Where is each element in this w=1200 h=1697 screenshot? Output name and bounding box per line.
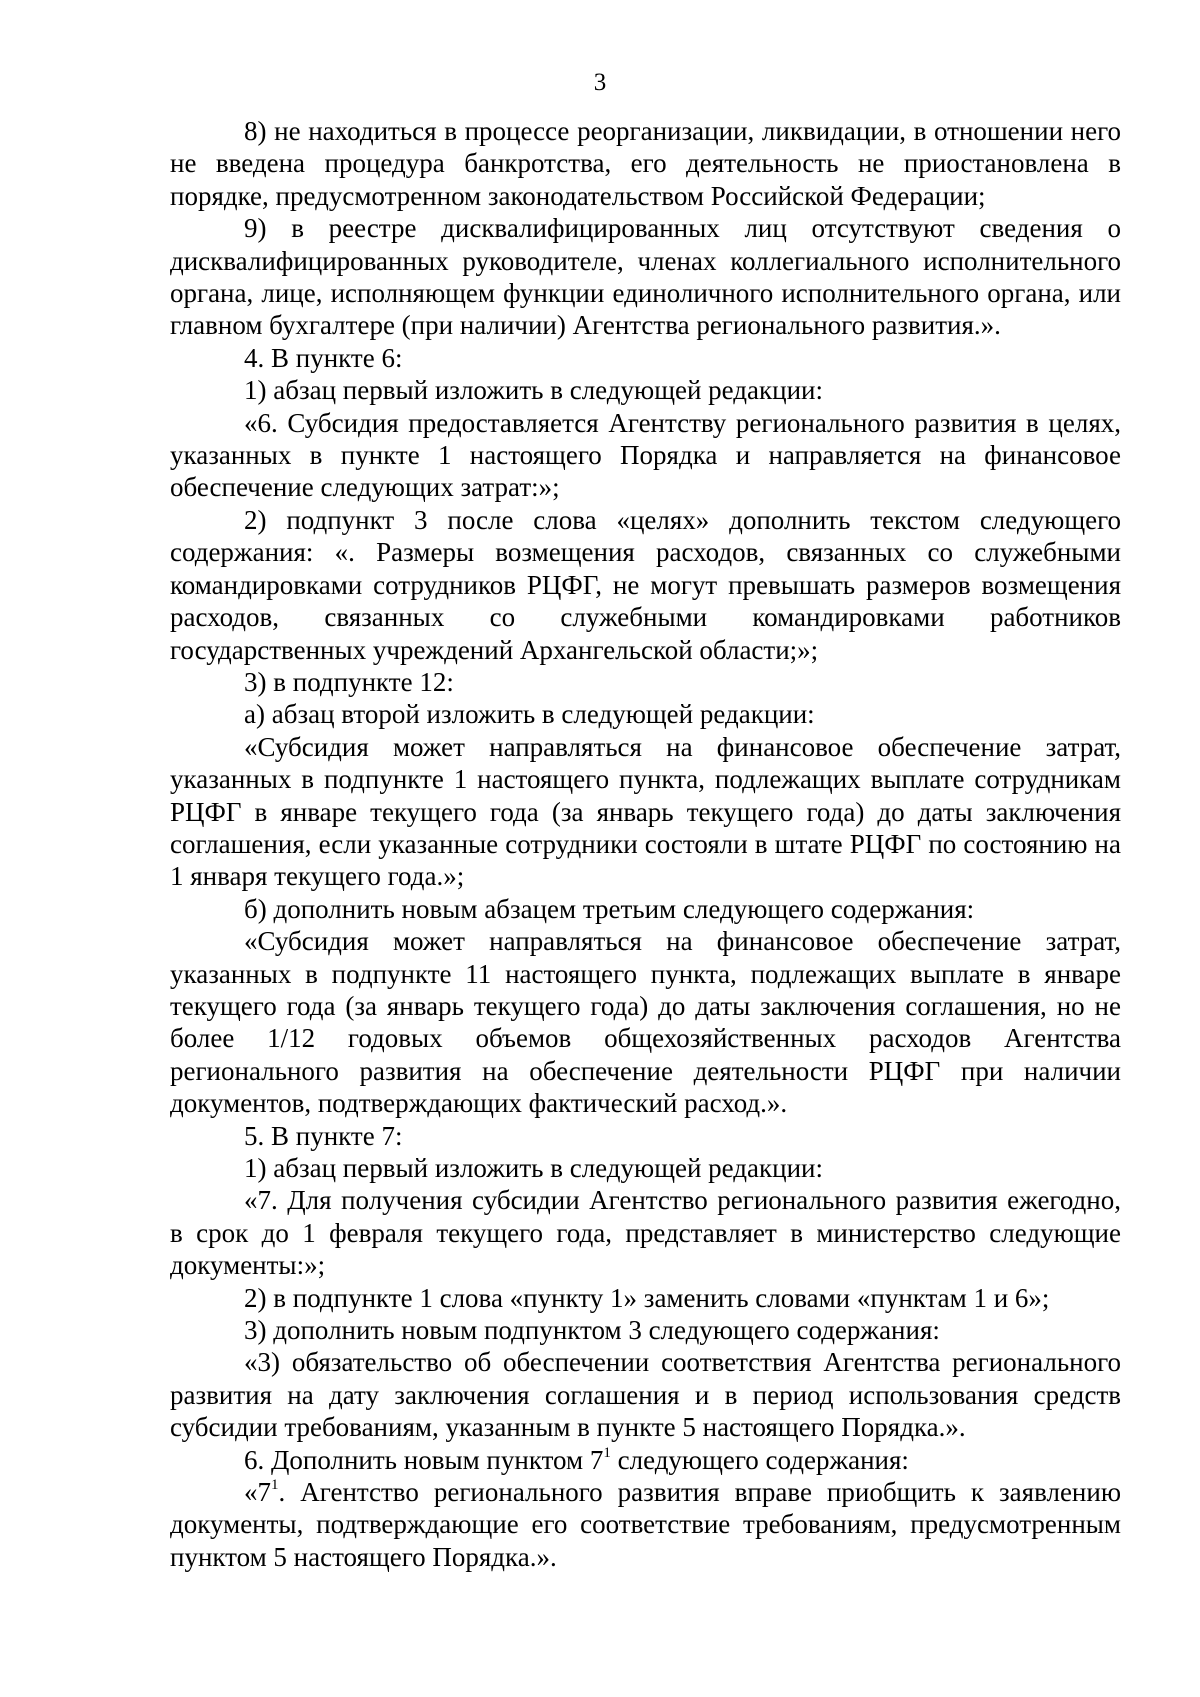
document-body — [170, 115, 1121, 1573]
paragraph-point-7-1-quote — [170, 1476, 1121, 1573]
paragraph-point-5-sub-2: 2) в подпункте 1 слова «пункту 1» заменить словами «пунктам 1 и 6»; — [244, 1282, 1050, 1313]
paragraph-point-4-sub-2: 2) подпункт 3 после слова «целях» дополнить текстом следующего содержания: «. Размеры возмещения расходов, связанных со служебными командировками сотрудников РЦФГ, не могут превышать размеров возмещения расходов, связанных со служебными командировками работников государственных учреждений Архангельской области;»; — [170, 504, 1121, 665]
paragraph-sub-a: а) абзац второй изложить в следующей редакции: — [244, 699, 815, 730]
paragraph-item-8: 8) не находиться в процессе реорганизации, ликвидации, в отношении него не введена процедура банкротства, его деятельность не приостановлена в порядке, предусмотренном законодательством Российской Федерации; — [170, 116, 1121, 211]
page-number: 3 — [593, 69, 607, 96]
paragraph-sub-b: б) дополнить новым абзацем третьим следующего содержания: — [244, 893, 975, 924]
paragraph-point-4-heading: 4. В пункте 6: — [244, 342, 403, 373]
paragraph-point-5-sub-1: 1) абзац первый изложить в следующей редакции: — [244, 1153, 823, 1183]
paragraph-sub-b-quote: «Субсидия может направляться на финансовое обеспечение затрат, указанных в подпункте 11 настоящего пункта, подлежащих выплате в январе текущего года (за январь текущего года) до даты заключения соглашения, но не более 1/12 годовых объемов общехозяйственных расходов Агентства регионального развития на обеспечение деятельности РЦФГ при наличии документов, подтверждающих фактический расход.». — [170, 926, 1121, 1119]
superscript: 1 — [603, 1444, 611, 1461]
superscript: 1 — [271, 1477, 279, 1494]
paragraph-item-9: 9) в реестре дисквалифицированных лиц отсутствуют сведения о дисквалифицированных руководителе, членах коллегиального исполнительного органа, лице, исполняющем функции единоличного исполнительного органа, или главном бухгалтере (при наличии) Агентства регионального развития.». — [170, 213, 1121, 341]
paragraph-point-7-1-start: «7 — [244, 1477, 271, 1508]
paragraph-point-6-text: 6. Дополнить новым пунктом 7 — [244, 1444, 604, 1475]
paragraph-point-7-new-text: «7. Для получения субсидии Агентство регионального развития ежегодно, в срок до 1 февраля текущего года, представляет в министерство следующие документы:»; — [170, 1185, 1121, 1281]
paragraph-point-6-heading — [170, 1444, 1121, 1476]
paragraph-point-7-1-text: . Агентство регионального развития вправе приобщить к заявлению документы, подтверждающие его соответствие требованиям, предусмотренным пунктом 5 настоящего Порядка.». — [170, 1477, 1121, 1572]
paragraph-point-5-sub-3: 3) дополнить новым подпунктом 3 следующего содержания: — [244, 1315, 940, 1346]
paragraph-new-subpoint-3-quote: «3) обязательство об обеспечении соответствия Агентства регионального развития на дату заключения соглашения и в период использования средств субсидии требованиям, указанным в пункте 5 настоящего Порядка.». — [170, 1347, 1121, 1443]
paragraph-point-6-text-end: следующего содержания: — [610, 1444, 909, 1475]
paragraph-point-4-sub-3: 3) в подпункте 12: — [244, 666, 454, 697]
paragraph-point-4-sub-1: 1) абзац первый изложить в следующей редакции: — [244, 375, 823, 406]
paragraph-point-5-heading: 5. В пункте 7: — [244, 1120, 403, 1151]
paragraph-sub-a-quote: «Субсидия может направляться на финансовое обеспечение затрат, указанных в подпункте 1 настоящего пункта, подлежащих выплате сотрудникам РЦФГ в январе текущего года (за январь текущего года) до даты заключения соглашения, если указанные сотрудники состояли в штате РЦФГ по состоянию на 1 января текущего года.»; — [170, 731, 1121, 892]
paragraph-point-6-new-text: «6. Субсидия предоставляется Агентству регионального развития в целях, указанных в пункте 1 настоящего Порядка и направляется на финансовое обеспечение следующих затрат:»; — [170, 407, 1121, 503]
